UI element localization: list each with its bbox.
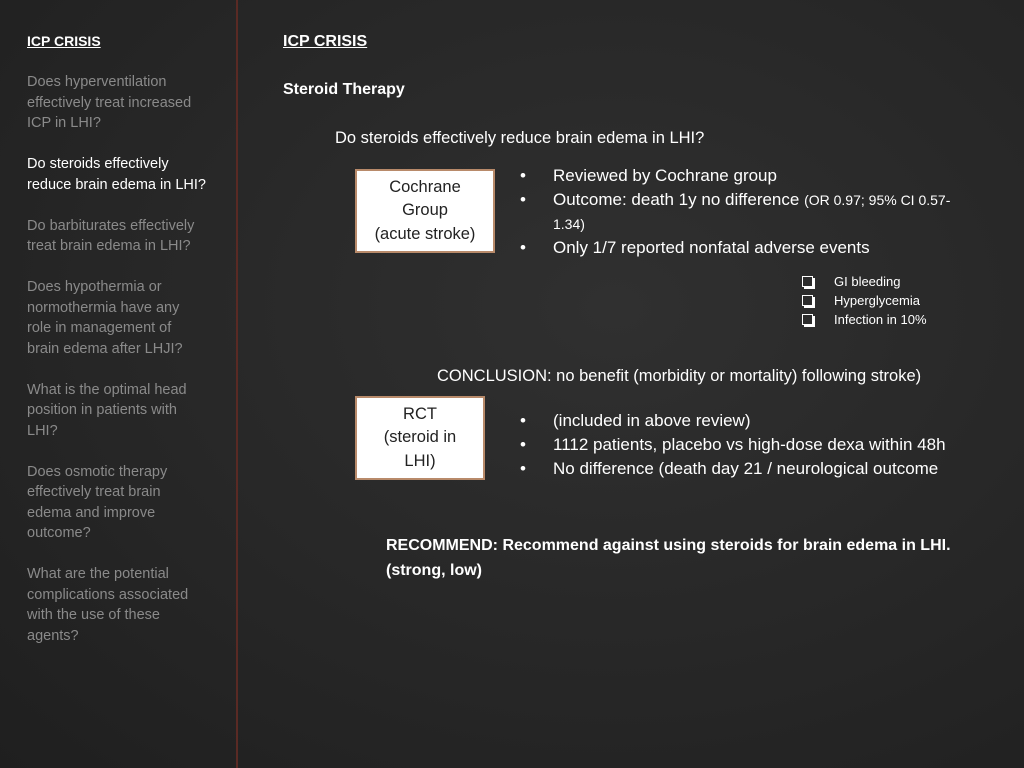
- list-item: [520, 457, 990, 481]
- bullet-icon: •: [520, 411, 526, 430]
- list-item: [520, 433, 990, 457]
- adverse-events-list: [802, 272, 927, 329]
- bullet-icon: •: [520, 166, 526, 185]
- cochrane-group-label: Cochrane Group (acute stroke): [374, 177, 476, 243]
- checkbox-square-icon: [802, 314, 813, 325]
- bullet-icon: •: [520, 238, 526, 257]
- list-item: [520, 188, 960, 236]
- sidebar-item-hyperventilation[interactable]: Does hyperventilation effectively treat increased ICP in LHI?: [27, 74, 192, 131]
- list-item: [802, 291, 927, 310]
- rct-box: [355, 396, 485, 480]
- sidebar-item-barbiturates[interactable]: Do barbiturates effectively treat brain edema in LHI?: [27, 217, 195, 254]
- sidebar: [0, 0, 238, 768]
- question-heading: Do steroids effectively reduce brain edema in LHI?: [335, 129, 705, 147]
- page-title: ICP CRISIS: [283, 33, 368, 50]
- bullet-text: Outcome: death 1y no difference: [553, 190, 805, 209]
- list-item: [802, 272, 927, 291]
- list-item: [802, 310, 927, 329]
- rct-bullet-list: [520, 409, 990, 481]
- bullet-text: Only 1/7 reported nonfatal adverse events: [553, 238, 870, 257]
- sidebar-item-complications[interactable]: What are the potential complications associated with the use of these agents?: [27, 566, 189, 644]
- bullet-text: 1112 patients, placebo vs high-dose dexa within 48h: [553, 435, 946, 454]
- list-item: [520, 236, 960, 260]
- bullet-text-small: (OR 0.97; 95% CI 0.57-1.34): [553, 192, 951, 232]
- section-subtitle: Steroid Therapy: [283, 81, 405, 98]
- list-item: [520, 164, 960, 188]
- sidebar-question-list: [27, 72, 227, 667]
- checkbox-square-icon: [802, 295, 813, 306]
- bullet-icon: •: [520, 435, 526, 454]
- sidebar-item-steroids[interactable]: Do steroids effectively reduce brain edema in LHI?: [27, 156, 206, 193]
- rct-label: RCT (steroid in LHI): [383, 404, 457, 470]
- recommendation-text: RECOMMEND: Recommend against using steroids for brain edema in LHI. (strong, low): [386, 537, 951, 579]
- sidebar-item-osmotic-therapy[interactable]: Does osmotic therapy effectively treat brain edema and improve outcome?: [27, 463, 168, 541]
- bullet-icon: •: [520, 459, 526, 478]
- bullet-text: No difference (death day 21 / neurological outcome: [553, 459, 939, 478]
- sidebar-title: ICP CRISIS: [27, 33, 101, 49]
- bullet-text: (included in above review): [553, 411, 751, 430]
- bullet-text: Reviewed by Cochrane group: [553, 166, 777, 185]
- list-item: [520, 409, 990, 433]
- sidebar-item-head-position[interactable]: What is the optimal head position in patients with LHI?: [27, 381, 187, 439]
- bullet-icon: •: [520, 190, 526, 209]
- cochrane-group-box: [355, 169, 495, 253]
- check-text: Infection in 10%: [834, 312, 927, 327]
- check-text: GI bleeding: [834, 274, 901, 289]
- cochrane-bullet-list: [520, 164, 960, 260]
- checkbox-square-icon: [802, 276, 813, 287]
- check-text: Hyperglycemia: [834, 293, 920, 308]
- conclusion-text: CONCLUSION: no benefit (morbidity or mortality) following stroke): [437, 367, 922, 385]
- sidebar-item-hypothermia[interactable]: Does hypothermia or normothermia have any role in management of brain edema after LHJI?: [27, 279, 183, 357]
